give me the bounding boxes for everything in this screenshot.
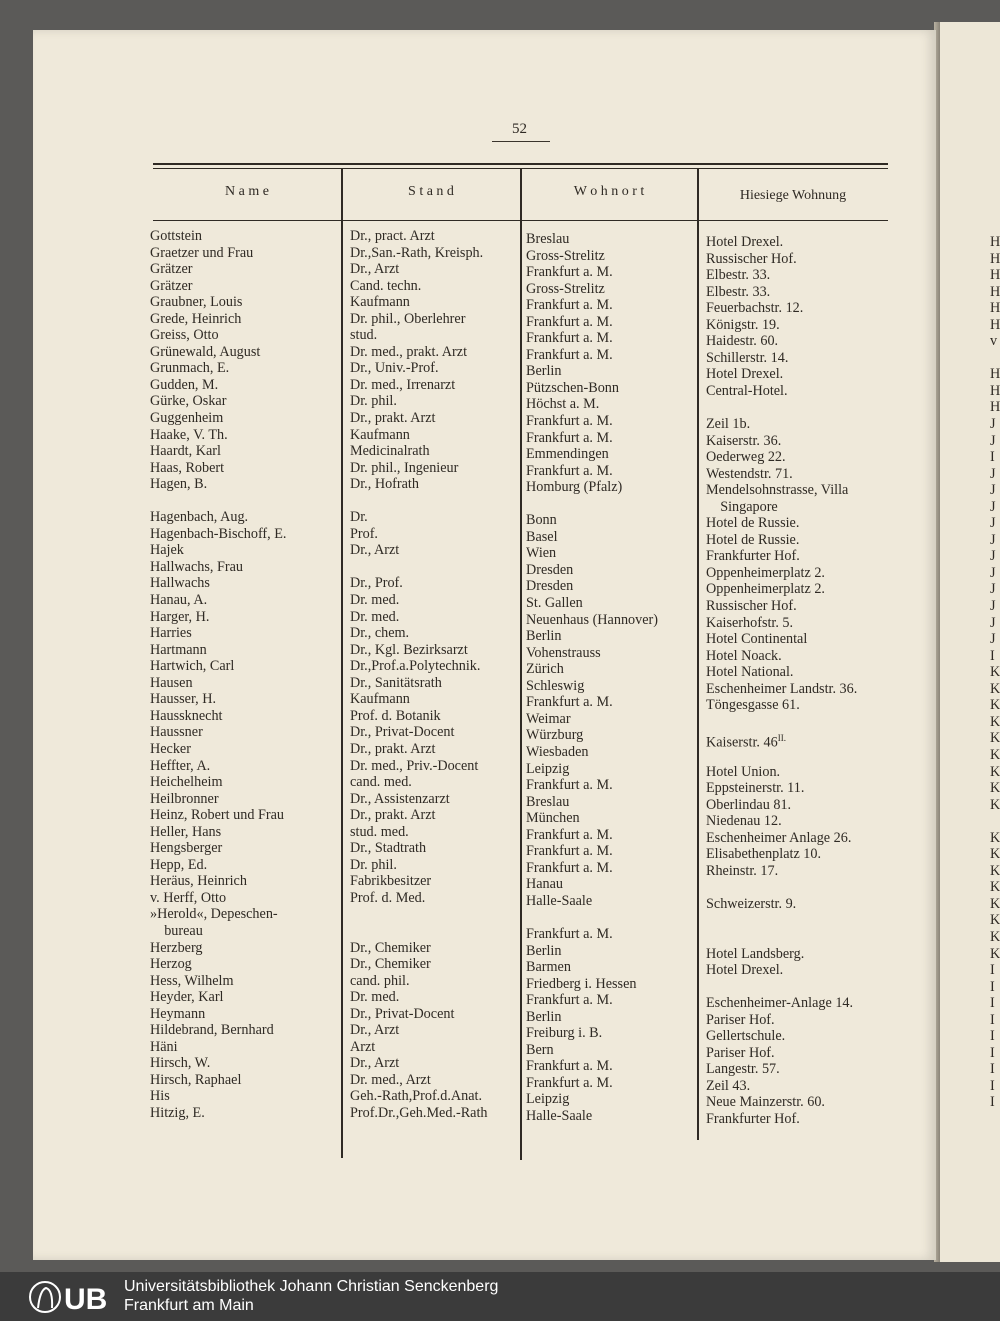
wohnort-cell: Frankfurt a. M. bbox=[526, 843, 613, 860]
wohnung-cell: Feuerbachstr. 12. bbox=[706, 300, 804, 317]
wohnung-cell bbox=[706, 399, 857, 416]
wohnung-cell bbox=[706, 912, 857, 929]
name-cell: Hagenbach, Aug. bbox=[150, 509, 249, 526]
name-cell: Hepp, Ed. bbox=[150, 856, 208, 873]
stand-cell: Dr., Univ.-Prof. bbox=[350, 360, 439, 377]
stand-cell: Dr., prakt. Arzt bbox=[350, 807, 436, 824]
stand-cell bbox=[350, 493, 488, 510]
wohnort-cell: Frankfurt a. M. bbox=[526, 429, 613, 446]
stand-cell: Prof. bbox=[350, 525, 378, 542]
stand-cell: Kaufmann bbox=[350, 294, 410, 311]
wohnort-cell: Frankfurt a. M. bbox=[526, 313, 613, 330]
wohnung-cell: Central-Hotel. bbox=[706, 382, 788, 399]
facing-page-fragment: H bbox=[990, 234, 1000, 250]
stand-cell: Prof.Dr.,Geh.Med.-Rath bbox=[350, 1104, 488, 1121]
stand-cell: Dr.,Prof.a.Polytechnik. bbox=[350, 658, 481, 675]
facing-page-fragment: I bbox=[990, 962, 995, 979]
wohnung-cell bbox=[706, 929, 857, 946]
wohnort-cell: Bern bbox=[526, 1041, 554, 1058]
wohnung-column bbox=[706, 234, 857, 1128]
stand-cell: Dr. med., Arzt bbox=[350, 1071, 431, 1088]
wohnung-cell: Eschenheimer-Anlage 14. bbox=[706, 995, 854, 1012]
wohnung-cell: Hotel National. bbox=[706, 664, 794, 681]
name-cell: Gürke, Oskar bbox=[150, 393, 227, 410]
name-cell: Gottstein bbox=[150, 228, 203, 244]
wohnort-cell: Hanau bbox=[526, 876, 564, 893]
stand-cell: Dr. med. bbox=[350, 592, 400, 609]
wohnort-cell: Gross-Strelitz bbox=[526, 247, 605, 264]
wohnung-cell: Kaiserhofstr. 5. bbox=[706, 614, 794, 631]
stand-cell: Kaufmann bbox=[350, 691, 410, 708]
stand-cell: Dr., Stadtrath bbox=[350, 840, 427, 857]
facing-page-fragment: K bbox=[990, 746, 1000, 763]
facing-page-fragment: K bbox=[990, 829, 1000, 846]
name-cell: Heichelheim bbox=[150, 774, 223, 791]
stand-cell: Dr., Arzt bbox=[350, 1055, 400, 1072]
name-cell: Haussknecht bbox=[150, 707, 223, 724]
facing-page-fragment: K bbox=[990, 895, 1000, 912]
wohnung-cell: Eschenheimer Anlage 26. bbox=[706, 829, 852, 846]
stand-cell: Dr. phil. bbox=[350, 393, 397, 410]
wohnort-cell: Frankfurt a. M. bbox=[526, 1058, 613, 1075]
wohnort-cell: Pützschen-Bonn bbox=[526, 379, 619, 396]
facing-page-fragment: J bbox=[990, 548, 996, 565]
stand-cell: Dr. med., Priv.-Docent bbox=[350, 757, 479, 774]
stand-cell: Dr., Assistenzarzt bbox=[350, 790, 450, 807]
facing-page-fragments bbox=[990, 234, 1000, 1111]
wohnung-cell: Rheinstr. 17. bbox=[706, 862, 779, 879]
wohnung-cell: Gellertschule. bbox=[706, 1028, 786, 1045]
stand-cell: Prof. d. Med. bbox=[350, 889, 426, 906]
wohnort-cell bbox=[526, 909, 658, 926]
name-cell: Heffter, A. bbox=[150, 757, 211, 774]
facing-page-fragment: J bbox=[990, 432, 996, 449]
facing-page-fragment: I bbox=[990, 1028, 995, 1045]
name-cell: Hengsberger bbox=[150, 840, 223, 857]
facing-page-fragment: J bbox=[990, 498, 996, 515]
wohnung-cell bbox=[706, 879, 857, 896]
wohnung-cell: Elbestr. 33. bbox=[706, 267, 771, 284]
wohnort-cell: Frankfurt a. M. bbox=[526, 1074, 613, 1091]
name-cell: Graubner, Louis bbox=[150, 294, 243, 311]
facing-page-fragment: J bbox=[990, 614, 996, 631]
wohnort-cell: Wien bbox=[526, 545, 557, 562]
wohnung-cell: Hotel Noack. bbox=[706, 647, 782, 664]
facing-page-fragment: v bbox=[990, 333, 998, 350]
facing-page-fragment: J bbox=[990, 531, 996, 548]
wohnort-cell: Frankfurt a. M. bbox=[526, 264, 613, 281]
stand-cell: Dr., Arzt bbox=[350, 1022, 400, 1039]
header-wohnung: Hiesiege Wohnung bbox=[739, 188, 847, 203]
wohnort-cell: Homburg (Pfalz) bbox=[526, 479, 623, 496]
stand-cell: Dr. phil., Oberlehrer bbox=[350, 310, 466, 327]
name-cell: Herzberg bbox=[150, 939, 203, 956]
wohnort-cell: Breslau bbox=[526, 231, 570, 247]
stand-cell bbox=[350, 923, 488, 940]
stand-cell bbox=[350, 559, 488, 576]
wohnort-cell: Frankfurt a. M. bbox=[526, 462, 613, 479]
wohnung-cell: Kaiserstr. $46^{II.}$ bbox=[706, 733, 786, 752]
stand-cell: Dr., Prof. bbox=[350, 575, 403, 592]
column-divider bbox=[520, 168, 522, 1160]
stand-cell: cand. med. bbox=[350, 774, 412, 791]
header-name: N a m e bbox=[225, 184, 269, 199]
wohnort-cell: Frankfurt a. M. bbox=[526, 694, 613, 711]
stand-cell: Kaufmann bbox=[350, 426, 410, 443]
stand-cell bbox=[350, 906, 488, 923]
wohnort-cell: Bonn bbox=[526, 512, 557, 529]
name-cell: His bbox=[150, 1088, 170, 1105]
wohnort-cell: Frankfurt a. M. bbox=[526, 330, 613, 347]
facing-page-fragment: I bbox=[990, 449, 995, 466]
facing-page-fragment: J bbox=[990, 581, 996, 598]
name-cell: Hausen bbox=[150, 674, 193, 691]
name-cell: Haake, V. Th. bbox=[150, 426, 228, 443]
wohnung-cell bbox=[706, 979, 857, 996]
wohnort-cell: Freiburg i. B. bbox=[526, 1025, 603, 1042]
name-cell: Grede, Heinrich bbox=[150, 310, 242, 327]
wohnort-cell: Breslau bbox=[526, 793, 570, 810]
stand-column bbox=[350, 228, 488, 1122]
header-stand: S t a n d bbox=[408, 184, 454, 199]
wohnung-cell: Töngesgasse 61. bbox=[706, 697, 800, 714]
stand-cell: Dr., prakt. Arzt bbox=[350, 410, 436, 427]
wohnort-cell: Frankfurt a. M. bbox=[526, 859, 613, 876]
wohnung-cell: Zeil 1b. bbox=[706, 416, 751, 433]
wohnort-cell: Basel bbox=[526, 528, 558, 545]
facing-page-fragment: K bbox=[990, 697, 1000, 714]
name-cell: Hartmann bbox=[150, 641, 207, 658]
stand-cell: Dr., Arzt bbox=[350, 542, 400, 559]
name-cell: Heräus, Heinrich bbox=[150, 873, 247, 890]
name-cell: »Herold«, Depeschen- bbox=[150, 906, 278, 923]
stand-cell: Medicinalrath bbox=[350, 443, 430, 460]
wohnung-cell: Frankfurter Hof. bbox=[706, 548, 800, 565]
wohnung-cell: Pariser Hof. bbox=[706, 1044, 775, 1061]
wohnort-cell: Berlin bbox=[526, 942, 562, 959]
name-cell: Harger, H. bbox=[150, 608, 210, 625]
stand-cell: Arzt bbox=[350, 1038, 376, 1055]
facing-page-fragment bbox=[990, 350, 1000, 367]
wohnung-cell: Königstr. 19. bbox=[706, 316, 780, 333]
name-cell: Graetzer und Frau bbox=[150, 244, 254, 261]
wohnung-cell: Hotel Landsberg. bbox=[706, 945, 805, 962]
facing-page-fragment: K bbox=[990, 912, 1000, 929]
header-wohnort: W o h n o r t bbox=[573, 184, 645, 199]
facing-page-fragment: I bbox=[990, 978, 995, 995]
facing-page-fragment: I bbox=[990, 1077, 995, 1094]
name-cell: Hagenbach-Bischoff, E. bbox=[150, 525, 287, 542]
wohnung-cell: Russischer Hof. bbox=[706, 250, 797, 267]
wohnung-cell: Hotel Continental bbox=[706, 631, 808, 648]
name-cell: Hirsch, W. bbox=[150, 1055, 211, 1072]
facing-page-fragment: K bbox=[990, 730, 1000, 747]
table-top-rule bbox=[153, 163, 888, 165]
stand-cell: Dr., Chemiker bbox=[350, 939, 431, 956]
facing-page-fragment: K bbox=[990, 796, 1000, 813]
wohnort-cell: Berlin bbox=[526, 628, 562, 645]
name-cell: Hirsch, Raphael bbox=[150, 1071, 242, 1088]
stand-cell: Dr. med., prakt. Arzt bbox=[350, 343, 468, 360]
facing-page-fragment: J bbox=[990, 598, 996, 615]
facing-page-fragment: I bbox=[990, 1061, 995, 1078]
stand-cell: Dr. med., Irrenarzt bbox=[350, 376, 456, 393]
wohnung-cell: Hotel Union. bbox=[706, 763, 781, 780]
svg-text:UB: UB bbox=[64, 1283, 108, 1316]
name-cell: Heilbronner bbox=[150, 790, 219, 807]
facing-page-fragment: J bbox=[990, 515, 996, 532]
wohnung-cell: Russischer Hof. bbox=[706, 598, 797, 615]
footer-library-name: Universitätsbibliothek Johann Christian Senckenberg bbox=[124, 1278, 499, 1295]
wohnort-cell: Zürich bbox=[526, 661, 564, 678]
wohnung-cell: Oederweg 22. bbox=[706, 449, 786, 466]
wohnung-cell: Elbestr. 33. bbox=[706, 283, 771, 300]
facing-page-fragment: K bbox=[990, 763, 1000, 780]
name-cell: Hausser, H. bbox=[150, 691, 217, 708]
ub-logo-icon bbox=[28, 1278, 118, 1316]
wohnung-cell: Langestr. 57. bbox=[706, 1061, 780, 1078]
facing-page-fragment: I bbox=[990, 1044, 995, 1061]
wohnort-column bbox=[526, 231, 658, 1125]
stand-cell: cand. phil. bbox=[350, 972, 410, 989]
stand-cell: Dr., prakt. Arzt bbox=[350, 740, 436, 757]
stand-cell: Dr. med. bbox=[350, 989, 400, 1006]
wohnort-cell: Frankfurt a. M. bbox=[526, 777, 613, 794]
facing-page-fragment: K bbox=[990, 862, 1000, 879]
facing-page-fragment: K bbox=[990, 713, 1000, 730]
name-cell: Haardt, Karl bbox=[150, 443, 221, 460]
stand-cell: Dr., Kgl. Bezirksarzt bbox=[350, 641, 468, 658]
name-column bbox=[150, 228, 286, 1122]
name-cell: Grünewald, August bbox=[150, 343, 261, 360]
facing-page-fragment: J bbox=[990, 564, 996, 581]
wohnort-cell: Frankfurt a. M. bbox=[526, 413, 613, 430]
facing-page-fragment: I bbox=[990, 1011, 995, 1028]
facing-page-fragment: H bbox=[990, 316, 1000, 333]
stand-cell: Fabrikbesitzer bbox=[350, 873, 432, 890]
stand-cell: Dr., Arzt bbox=[350, 261, 400, 278]
wohnort-cell: Barmen bbox=[526, 959, 571, 976]
name-cell: Guggenheim bbox=[150, 410, 224, 427]
name-cell: Hess, Wilhelm bbox=[150, 972, 234, 989]
stand-cell: stud. bbox=[350, 327, 378, 344]
wohnort-cell: Frankfurt a. M. bbox=[526, 925, 613, 942]
wohnort-cell: Friedberg i. Hessen bbox=[526, 975, 637, 992]
wohnort-cell: Gross-Strelitz bbox=[526, 280, 605, 297]
wohnort-cell: Höchst a. M. bbox=[526, 396, 600, 413]
facing-page-fragment: H bbox=[990, 283, 1000, 300]
stand-cell: Dr. phil. bbox=[350, 856, 397, 873]
name-cell: Heymann bbox=[150, 1005, 206, 1022]
wohnort-cell: Dresden bbox=[526, 561, 574, 578]
wohnung-cell: Frankfurter Hof. bbox=[706, 1110, 800, 1127]
stand-cell: Dr., chem. bbox=[350, 625, 410, 642]
footer-location: Frankfurt am Main bbox=[124, 1297, 254, 1314]
facing-page-fragment: K bbox=[990, 879, 1000, 896]
name-cell: Hecker bbox=[150, 740, 191, 757]
wohnung-cell: Mendelsohnstrasse, Villa bbox=[706, 482, 849, 499]
column-divider bbox=[697, 168, 699, 1140]
wohnung-cell: Hotel de Russie. bbox=[706, 531, 800, 548]
wohnort-cell: Frankfurt a. M. bbox=[526, 826, 613, 843]
wohnort-cell: Leipzig bbox=[526, 760, 570, 777]
wohnort-cell: Vohenstrauss bbox=[526, 644, 601, 661]
wohnung-cell: Niedenau 12. bbox=[706, 813, 782, 830]
wohnort-cell: Halle-Saale bbox=[526, 1107, 593, 1124]
stand-cell: Dr. med. bbox=[350, 608, 400, 625]
stand-cell: Dr., Privat-Docent bbox=[350, 1005, 455, 1022]
wohnung-cell: Singapore bbox=[706, 498, 778, 515]
stand-cell: Dr. phil., Ingenieur bbox=[350, 459, 459, 476]
stand-cell: Dr., pract. Arzt bbox=[350, 228, 435, 244]
wohnort-cell: Würzburg bbox=[526, 727, 584, 744]
name-cell: Heyder, Karl bbox=[150, 989, 224, 1006]
wohnung-cell: Oberlindau 81. bbox=[706, 796, 792, 813]
facing-page-fragment: J bbox=[990, 416, 996, 433]
wohnung-cell: Westendstr. 71. bbox=[706, 465, 793, 482]
facing-page-fragment: K bbox=[990, 680, 1000, 697]
wohnung-cell: Eschenheimer Landstr. 36. bbox=[706, 680, 858, 697]
facing-page-fragment: K bbox=[990, 928, 1000, 945]
facing-page-fragment: J bbox=[990, 482, 996, 499]
wohnung-cell: Eppsteinerstr. 11. bbox=[706, 780, 805, 797]
name-cell: Hajek bbox=[150, 542, 184, 559]
wohnung-cell: Schillerstr. 14. bbox=[706, 349, 789, 366]
library-footer bbox=[0, 1272, 1000, 1321]
facing-page-fragment: I bbox=[990, 995, 995, 1012]
facing-page-fragment: J bbox=[990, 631, 996, 648]
name-cell: Hanau, A. bbox=[150, 592, 208, 609]
stand-cell: Dr., Chemiker bbox=[350, 956, 431, 973]
name-cell: Grätzer bbox=[150, 261, 193, 278]
name-cell: Grunmach, E. bbox=[150, 360, 230, 377]
facing-page-fragment: K bbox=[990, 846, 1000, 863]
stand-cell: Dr.,San.-Rath, Kreisph. bbox=[350, 244, 484, 261]
facing-page-fragment: K bbox=[990, 945, 1000, 962]
name-cell: Herzog bbox=[150, 956, 192, 973]
wohnung-cell: Oppenheimerplatz 2. bbox=[706, 564, 825, 581]
facing-page-fragment: H bbox=[990, 366, 1000, 383]
facing-page-fragment: I bbox=[990, 647, 995, 664]
column-divider bbox=[341, 168, 343, 1158]
wohnort-cell: Neuenhaus (Hannover) bbox=[526, 611, 658, 628]
wohnort-cell: St. Gallen bbox=[526, 595, 583, 612]
stand-cell: Dr. bbox=[350, 509, 368, 526]
facing-page-fragment: H bbox=[990, 382, 1000, 399]
name-cell: Heinz, Robert und Frau bbox=[150, 807, 284, 824]
facing-page-fragment: K bbox=[990, 780, 1000, 797]
wohnort-cell: Berlin bbox=[526, 363, 562, 380]
stand-cell: Prof. d. Botanik bbox=[350, 707, 441, 724]
name-cell: Hallwachs bbox=[150, 575, 210, 592]
name-cell: bureau bbox=[150, 922, 203, 939]
facing-page-fragment: J bbox=[990, 465, 996, 482]
stand-cell: Dr., Privat-Docent bbox=[350, 724, 455, 741]
facing-page-fragment: H bbox=[990, 250, 1000, 267]
page-number-rule bbox=[492, 141, 550, 142]
wohnung-cell: Hotel Drexel. bbox=[706, 234, 784, 250]
wohnort-cell: Frankfurt a. M. bbox=[526, 346, 613, 363]
name-cell: Harries bbox=[150, 625, 192, 642]
wohnung-cell: Oppenheimerplatz 2. bbox=[706, 581, 825, 598]
wohnort-cell: Berlin bbox=[526, 1008, 562, 1025]
wohnort-cell: Leipzig bbox=[526, 1091, 570, 1108]
name-cell: Greiss, Otto bbox=[150, 327, 219, 344]
stand-cell: Geh.-Rath,Prof.d.Anat. bbox=[350, 1088, 482, 1105]
stand-cell: stud. med. bbox=[350, 823, 409, 840]
wohnung-cell: Neue Mainzerstr. 60. bbox=[706, 1094, 825, 1111]
name-cell: Haas, Robert bbox=[150, 459, 225, 476]
wohnort-cell: Halle-Saale bbox=[526, 892, 593, 909]
wohnung-cell: Hotel Drexel. bbox=[706, 962, 784, 979]
wohnort-cell: Weimar bbox=[526, 710, 571, 727]
wohnung-cell: Kaiserstr. 36. bbox=[706, 432, 782, 449]
wohnort-cell: Frankfurt a. M. bbox=[526, 992, 613, 1009]
wohnung-cell: Hotel Drexel. bbox=[706, 366, 784, 383]
wohnung-cell bbox=[706, 714, 857, 731]
name-cell: Häni bbox=[150, 1038, 178, 1055]
name-cell: Haussner bbox=[150, 724, 203, 741]
stand-cell: Dr., Hofrath bbox=[350, 476, 419, 493]
page-number: 52 bbox=[512, 121, 527, 137]
facing-page-fragment: K bbox=[990, 664, 1000, 681]
wohnort-cell: Dresden bbox=[526, 578, 574, 595]
wohnort-cell: Wiesbaden bbox=[526, 743, 589, 760]
wohnung-cell: Haidestr. 60. bbox=[706, 333, 779, 350]
wohnung-cell: Hotel de Russie. bbox=[706, 515, 800, 532]
wohnort-cell: München bbox=[526, 810, 580, 827]
stand-cell: Dr., Sanitätsrath bbox=[350, 674, 442, 691]
facing-page-fragment bbox=[990, 813, 1000, 830]
name-cell: Hitzig, E. bbox=[150, 1104, 205, 1121]
facing-page-fragment: H bbox=[990, 267, 1000, 284]
wohnung-cell: Pariser Hof. bbox=[706, 1011, 775, 1028]
name-cell: Grätzer bbox=[150, 277, 193, 294]
facing-page-fragment: H bbox=[990, 300, 1000, 317]
wohnort-cell bbox=[526, 496, 658, 513]
name-cell: Hartwich, Carl bbox=[150, 658, 235, 675]
facing-page-fragment: I bbox=[990, 1094, 995, 1111]
wohnort-cell: Emmendingen bbox=[526, 446, 609, 463]
wohnort-cell: Schleswig bbox=[526, 677, 585, 694]
name-cell: v. Herff, Otto bbox=[150, 889, 227, 906]
name-cell: Heller, Hans bbox=[150, 823, 222, 840]
name-cell: Hagen, B. bbox=[150, 476, 208, 493]
name-cell bbox=[150, 493, 286, 510]
name-cell: Gudden, M. bbox=[150, 376, 219, 393]
wohnung-cell: Elisabethenplatz 10. bbox=[706, 846, 822, 863]
facing-page-fragment: H bbox=[990, 399, 1000, 416]
name-cell: Hildebrand, Bernhard bbox=[150, 1022, 274, 1039]
stand-cell: Cand. techn. bbox=[350, 277, 422, 294]
wohnort-cell: Frankfurt a. M. bbox=[526, 297, 613, 314]
wohnung-cell: Zeil 43. bbox=[706, 1077, 751, 1094]
wohnung-cell: Schweizerstr. 9. bbox=[706, 895, 797, 912]
name-cell: Hallwachs, Frau bbox=[150, 558, 243, 575]
